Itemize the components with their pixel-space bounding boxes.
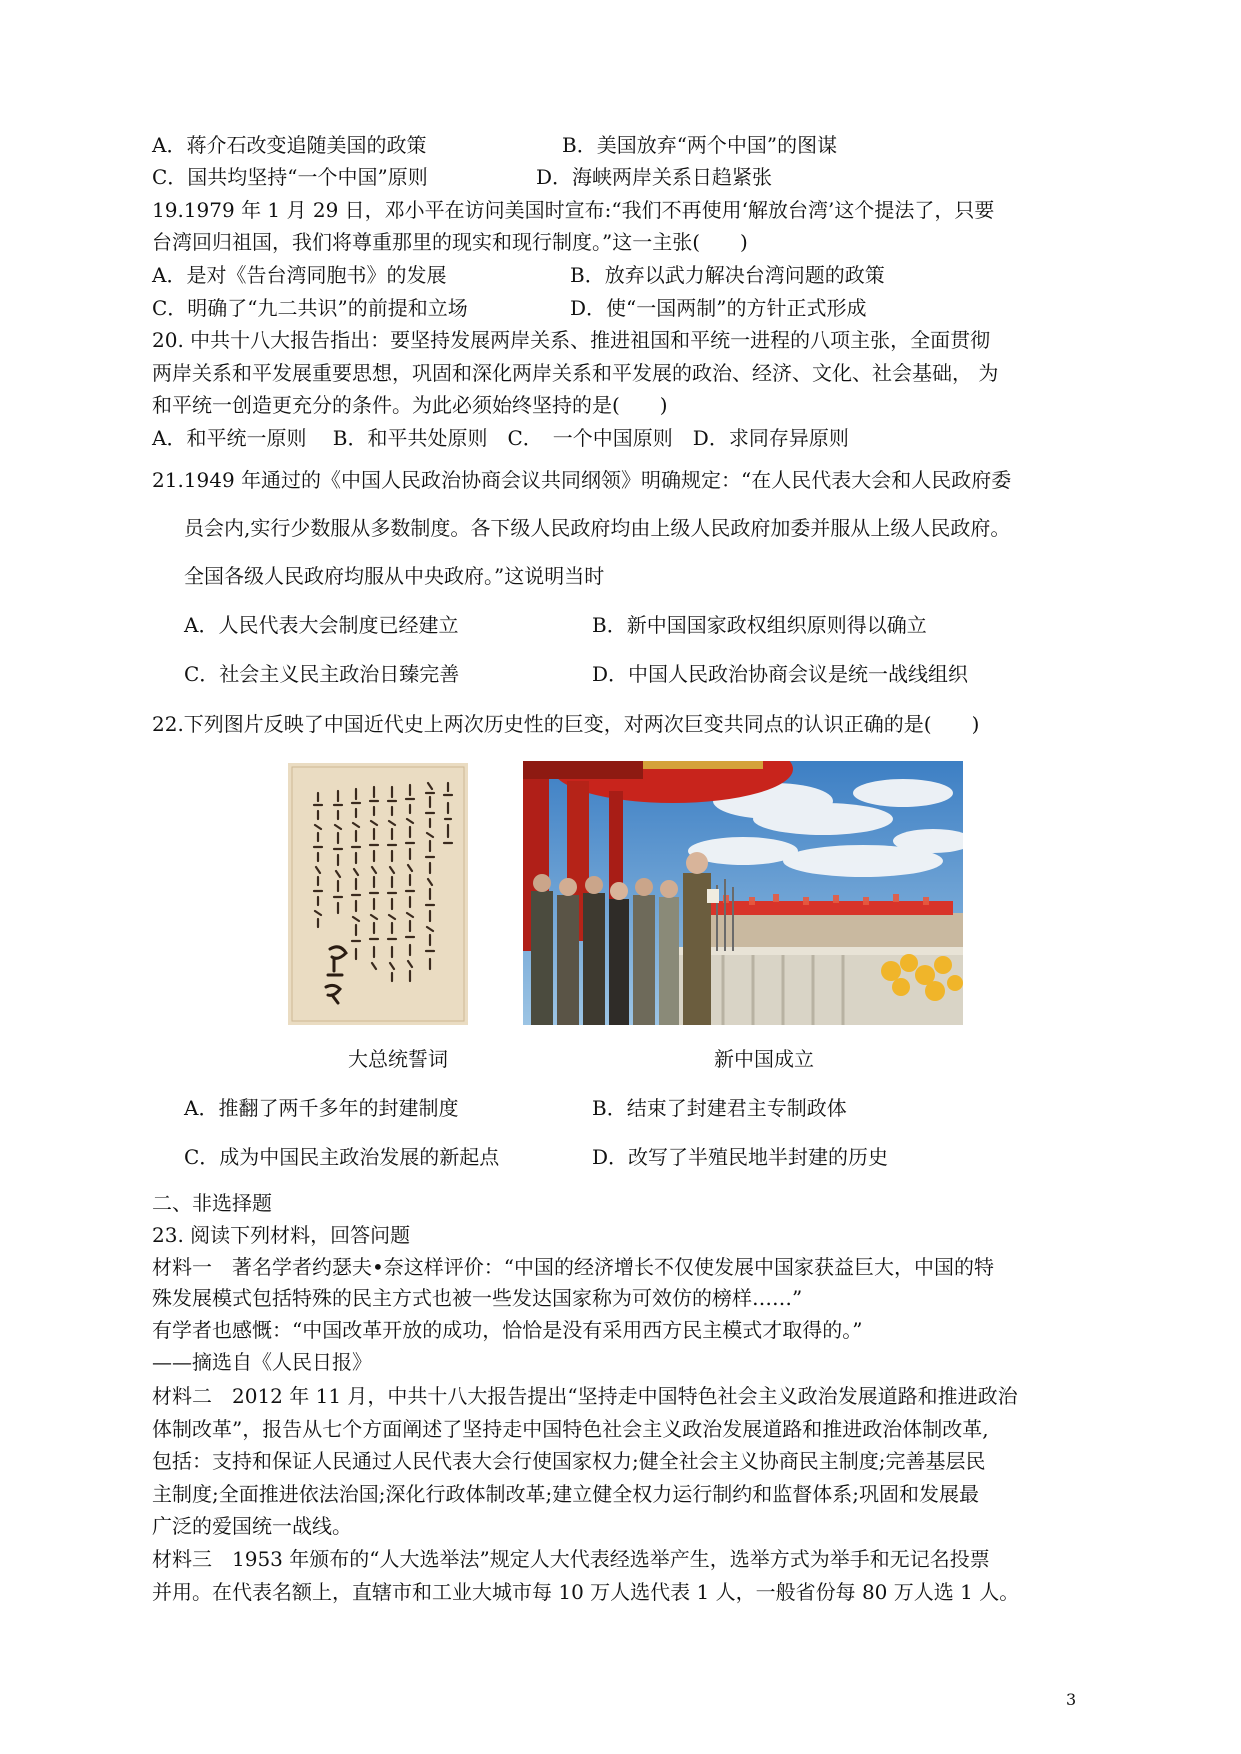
q23-material2-line1: 材料二 2012 年 11 月，中共十八大报告提出“坚持走中国特色社会主义政治发展道路和推进政治 [152,1384,1018,1408]
section-heading: 二、非选择题 [152,1191,272,1215]
q23-material2-line5: 广泛的爱国统一战线。 [152,1514,352,1538]
q21-option-d: D．中国人民政治协商会议是统一战线组织 [592,662,969,686]
q21-option-c: C．社会主义民主政治日臻完善 [184,662,460,686]
q19-option-a: A．是对《告台湾同胞书》的发展 [152,263,447,287]
q22-option-b: B．结束了封建君主专制政体 [592,1096,847,1120]
q18-option-c: C．国共均坚持“一个中国”原则 [152,165,428,189]
q23-stem: 23. 阅读下列材料，回答问题 [152,1223,411,1247]
caption-oath: 大总统誓词 [348,1047,448,1071]
q23-material1-line2: 殊发展模式包括特殊的民主方式也被一些发达国家称为可效仿的榜样……” [152,1286,803,1310]
q23-material1-line1: 材料一 著名学者约瑟夫•奈这样评价：“中国的经济增长不仅使发展中国家获益巨大，中国的特 [152,1255,995,1279]
q23-material1-line3: 有学者也感慨：“中国改革开放的成功，恰恰是没有采用西方民主模式才取得的。” [152,1318,863,1342]
q20-options: A．和平统一原则 B．和平共处原则 C． 一个中国原则 D．求同存异原则 [152,426,849,450]
q19-option-c: C．明确了“九二共识”的前提和立场 [152,296,468,320]
q18-option-a: A．蒋介石改变追随美国的政策 [152,133,427,157]
q22-option-d: D．改写了半殖民地半封建的历史 [592,1145,889,1169]
q22-stem: 22.下列图片反映了中国近代史上两次历史性的巨变，对两次巨变共同点的认识正确的是( ) [152,712,980,736]
q21-option-b: B．新中国国家政权组织原则得以确立 [592,613,927,637]
q23-material1-source: ——摘选自《人民日报》 [152,1350,372,1374]
q22-option-a: A．推翻了两千多年的封建制度 [184,1096,459,1120]
q21-stem-line1: 21.1949 年通过的《中国人民政治协商会议共同纲领》明确规定：“在人民代表大会和人民政府委 [152,468,1012,492]
q18-option-d: D．海峡两岸关系日趋紧张 [536,165,773,189]
q21-stem-line3: 全国各级人民政府均服从中央政府。”这说明当时 [184,564,605,588]
founding-ceremony-painting-image [523,761,963,1025]
caption-founding: 新中国成立 [714,1047,814,1071]
q23-material2-line3: 包括：支持和保证人民通过人民代表大会行使国家权力;健全社会主义协商民主制度;完善基层民 [152,1449,986,1473]
q18-option-b: B．美国放弃“两个中国”的图谋 [562,133,838,157]
q20-stem-line3: 和平统一创造更充分的条件。为此必须始终坚持的是( ) [152,393,668,417]
q21-stem-line2: 员会内,实行少数服从多数制度。各下级人民政府均由上级人民政府加委并服从上级人民政府。 [184,516,1011,540]
q23-material2-line2: 体制改革”，报告从七个方面阐述了坚持走中国特色社会主义政治发展道路和推进政治体制改革, [152,1417,989,1441]
q22-option-c: C．成为中国民主政治发展的新起点 [184,1145,500,1169]
q19-stem-line1: 19.1979 年 1 月 29 日，邓小平在访问美国时宣布:“我们不再使用‘解放台湾’这个提法了，只要 [152,198,995,222]
q21-option-a: A．人民代表大会制度已经建立 [184,613,459,637]
q20-stem-line2: 两岸关系和平发展重要思想，巩固和深化两岸关系和平发展的政治、经济、文化、社会基础， 为 [152,361,999,385]
q19-option-b: B．放弃以武力解决台湾问题的政策 [570,263,885,287]
q19-stem-line2: 台湾回归祖国，我们将尊重那里的现实和现行制度。”这一主张( ) [152,230,748,254]
q20-stem-line1: 20. 中共十八大报告指出：要坚持发展两岸关系、推进祖国和平统一进程的八项主张，全面贯彻 [152,328,991,352]
page-number: 3 [1066,1690,1077,1709]
q23-material3-line2: 并用。在代表名额上，直辖市和工业大城市每 10 万人选代表 1 人，一般省份每 80 万人选 1 人。 [152,1580,1020,1604]
q23-material2-line4: 主制度;全面推进依法治国;深化行政体制改革;建立健全权力运行制约和监督体系;巩固和发展最 [152,1482,979,1506]
q19-option-d: D．使“一国两制”的方针正式形成 [570,296,867,320]
q23-material3-line1: 材料三 1953 年颁布的“人大选举法”规定人大代表经选举产生，选举方式为举手和无记名投票 [152,1547,990,1571]
oath-manuscript-image [288,763,468,1025]
